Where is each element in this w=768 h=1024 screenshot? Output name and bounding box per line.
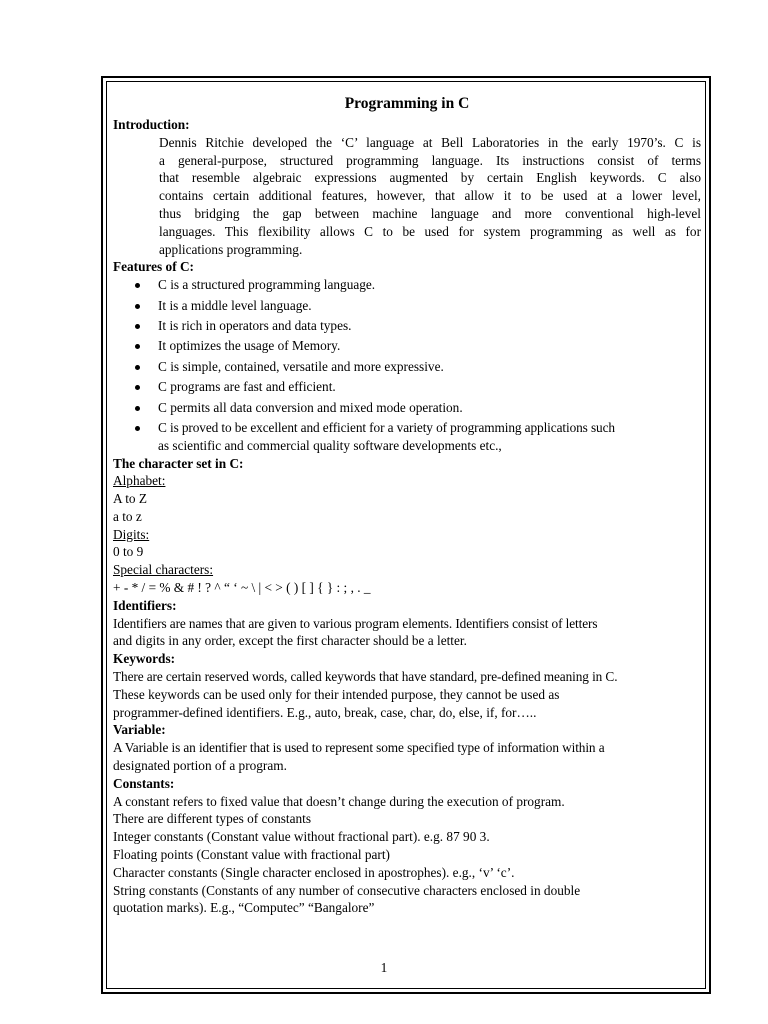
keywords-heading: Keywords: xyxy=(113,651,176,667)
intro-line: Dennis Ritchie developed the ‘C’ language at Bell Laboratories in the early 1970’s. C is xyxy=(159,134,701,150)
constants-text: quotation marks). E.g., “Computec” “Bangalore” xyxy=(113,900,375,916)
keywords-text: These keywords can be used only for their intended purpose, they cannot be used as xyxy=(113,686,560,702)
list-item: It is rich in operators and data types. xyxy=(113,317,701,335)
intro-line: that resemble algebraic expressions augmented by certain English keywords. C also xyxy=(159,170,701,186)
intro-line: languages. This flexibility allows C to be used for system programming as well as for xyxy=(159,223,701,239)
document-body xyxy=(113,94,701,917)
list-item: C programs are fast and efficient. xyxy=(113,378,701,396)
variable-heading: Variable: xyxy=(113,722,166,738)
constants-text: Character constants (Single character enclosed in apostrophes). e.g., ‘v’ ‘c’. xyxy=(113,864,515,880)
intro-line: contains certain additional features, however, that allow it to be used at a lower level, xyxy=(159,188,701,204)
bullet-icon xyxy=(135,385,140,390)
alphabet-label: Alphabet: xyxy=(113,473,166,489)
alphabet-upper: A to Z xyxy=(113,491,147,507)
page-title: Programming in C xyxy=(344,95,470,112)
constants-text: String constants (Constants of any number of consecutive characters enclosed in double xyxy=(113,882,581,898)
constants-text: There are different types of constants xyxy=(113,811,312,827)
special-label: Special characters: xyxy=(113,562,214,578)
features-list xyxy=(113,276,701,454)
variable-text: designated portion of a program. xyxy=(113,758,287,774)
bullet-icon xyxy=(135,344,140,349)
identifiers-heading: Identifiers: xyxy=(113,597,177,613)
intro-paragraph xyxy=(159,134,701,259)
bullet-icon xyxy=(135,406,140,411)
bullet-icon xyxy=(135,324,140,329)
constants-heading: Constants: xyxy=(113,775,175,791)
page-number: 1 xyxy=(380,960,388,975)
constants-text: Floating points (Constant value with fractional part) xyxy=(113,847,390,863)
list-item: C permits all data conversion and mixed mode operation. xyxy=(113,399,701,417)
bullet-icon xyxy=(135,426,140,431)
features-heading: Features of C: xyxy=(113,259,194,275)
digits-value: 0 to 9 xyxy=(113,544,144,560)
keywords-text: There are certain reserved words, called keywords that have standard, pre-defined meaning in C. xyxy=(113,669,618,685)
identifiers-text: and digits in any order, except the first character should be a letter. xyxy=(113,633,467,649)
intro-line: applications programming. xyxy=(159,241,303,257)
list-item: It is a middle level language. xyxy=(113,297,701,315)
special-value: + - * / = % & # ! ? ^ “ ‘ ~ \ | < > ( ) [ ] { } : ; , . _ xyxy=(113,580,371,596)
list-item: It optimizes the usage of Memory. xyxy=(113,337,701,355)
charset-heading: The character set in C: xyxy=(113,455,244,471)
list-item: C is a structured programming language. xyxy=(113,276,701,294)
alphabet-lower: a to z xyxy=(113,508,142,524)
bullet-icon xyxy=(135,365,140,370)
list-item: C is simple, contained, versatile and more expressive. xyxy=(113,358,701,376)
intro-heading: Introduction: xyxy=(113,117,190,132)
identifiers-text: Identifiers are names that are given to various program elements. Identifiers consist of letters xyxy=(113,615,598,631)
variable-text: A Variable is an identifier that is used to represent some specified type of information within a xyxy=(113,740,605,756)
keywords-text: programmer-defined identifiers. E.g., auto, break, case, char, do, else, if, for….. xyxy=(113,704,537,720)
constants-text: Integer constants (Constant value without fractional part). e.g. 87 90 3. xyxy=(113,829,490,845)
digits-label: Digits: xyxy=(113,526,150,542)
list-item: C is proved to be excellent and efficient for a variety of programming applications such as scientific and commercial quality software developments etc., xyxy=(113,419,701,455)
bullet-icon xyxy=(135,283,140,288)
intro-line: thus bridging the gap between machine language and more conventional high-level xyxy=(159,205,701,221)
intro-line: a general-purpose, structured programming language. Its instructions consist of terms xyxy=(159,152,701,168)
constants-text: A constant refers to fixed value that doesn’t change during the execution of program. xyxy=(113,793,565,809)
bullet-icon xyxy=(135,304,140,309)
